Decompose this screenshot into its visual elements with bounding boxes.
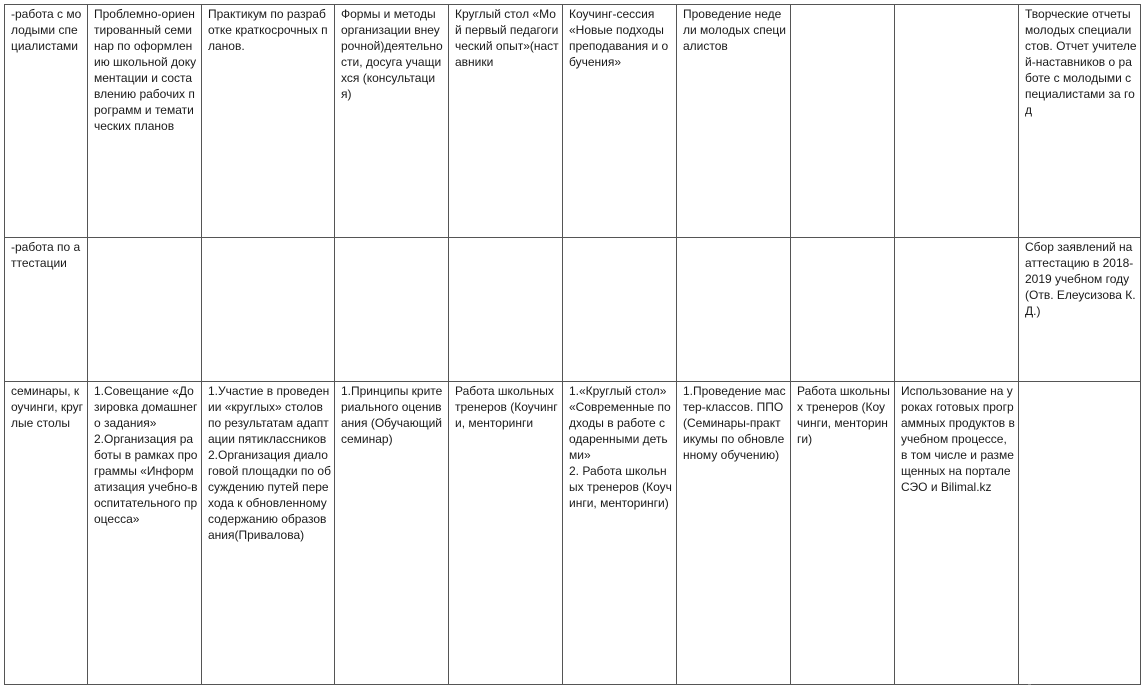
cell-text: 1.Проведение мастер-классов. ППО (Семинары-практикумы по обновленному обучению) <box>683 384 786 462</box>
table-cell <box>791 238 895 382</box>
table-cell <box>202 238 335 382</box>
table-cell <box>5 238 88 382</box>
table-cell <box>677 382 791 685</box>
table-cell <box>335 5 449 238</box>
page-edge-mark <box>1028 684 1031 685</box>
plan-table <box>4 4 1141 685</box>
table-cell <box>895 382 1019 685</box>
table-cell <box>5 5 88 238</box>
cell-text: Работа школьных тренеров (Коучинги, менторинги <box>455 384 558 430</box>
table-cell <box>677 238 791 382</box>
cell-text: 1.Участие в проведении «круглых» столов по результатам адаптации пятиклассников 2.Организация диалоговой площадки по обсуждению путей перехода к обновленному содержанию образования(Привалова) <box>208 384 331 542</box>
cell-text: семинары, коучинги, круглые столы <box>11 384 84 430</box>
cell-text: -работа с молодыми специалистами <box>11 7 82 53</box>
table-cell <box>88 238 202 382</box>
cell-text: Сбор заявлений на аттестацию в 2018-2019 учебном году (Отв. Елеусизова К.Д.) <box>1025 240 1136 318</box>
table-cell <box>1019 5 1141 238</box>
table-cell <box>449 238 563 382</box>
cell-text: Проведение недели молодых специалистов <box>683 7 786 53</box>
table-cell <box>335 382 449 685</box>
table-cell <box>791 5 895 238</box>
cell-text: -работа по аттестации <box>11 240 81 270</box>
table-cell <box>563 382 677 685</box>
table-cell <box>88 382 202 685</box>
table-cell <box>88 5 202 238</box>
table-row <box>5 238 1141 382</box>
table-row <box>5 5 1141 238</box>
table-cell <box>1019 238 1141 382</box>
table-cell <box>563 5 677 238</box>
cell-text: 1.«Круглый стол» «Современные подходы в работе с одаренными детьми» 2. Работа школьных тренеров (Коучинги, менторинги) <box>569 384 672 510</box>
table-cell <box>335 238 449 382</box>
table-cell <box>202 5 335 238</box>
cell-text: Практикум по разработке краткосрочных планов. <box>208 7 328 53</box>
table-cell <box>449 382 563 685</box>
table-cell <box>895 238 1019 382</box>
cell-text: 1.Принципы критериального оценивания (Обучающий семинар) <box>341 384 443 446</box>
cell-text: Работа школьных тренеров (Коучинги, менторинги) <box>797 384 890 446</box>
cell-text: Творческие отчеты молодых специалистов. Отчет учителей-наставников о работе с молодыми специалистами за год <box>1025 7 1137 117</box>
table-cell <box>202 382 335 685</box>
cell-text: 1.Совещание «Дозировка домашнего задания» 2.Организация работы в рамках программы «Информатизация учебно-воспитательного процесса» <box>94 384 198 526</box>
cell-text: Круглый стол «Мой первый педагогический опыт»(наставники <box>455 7 559 69</box>
table-cell <box>5 382 88 685</box>
cell-text: Коучинг-сессия «Новые подходы преподавания и обучения» <box>569 7 669 69</box>
table-cell <box>563 238 677 382</box>
table-row <box>5 382 1141 685</box>
table-cell <box>1019 382 1141 685</box>
table-cell <box>895 5 1019 238</box>
cell-text: Проблемно-ориентированный семинар по оформлению школьной документации и составлению рабочих программ и тематических планов <box>94 7 197 133</box>
cell-text: Использование на уроках готовых программных продуктов в учебном процессе, в том числе и размещенных на портале СЭО и Bilimal.kz <box>901 384 1015 494</box>
table-cell <box>791 382 895 685</box>
cell-text: Формы и методы организации внеурочной)деятельности, досуга учащихся (консультация) <box>341 7 443 101</box>
table-cell <box>449 5 563 238</box>
table-cell <box>677 5 791 238</box>
